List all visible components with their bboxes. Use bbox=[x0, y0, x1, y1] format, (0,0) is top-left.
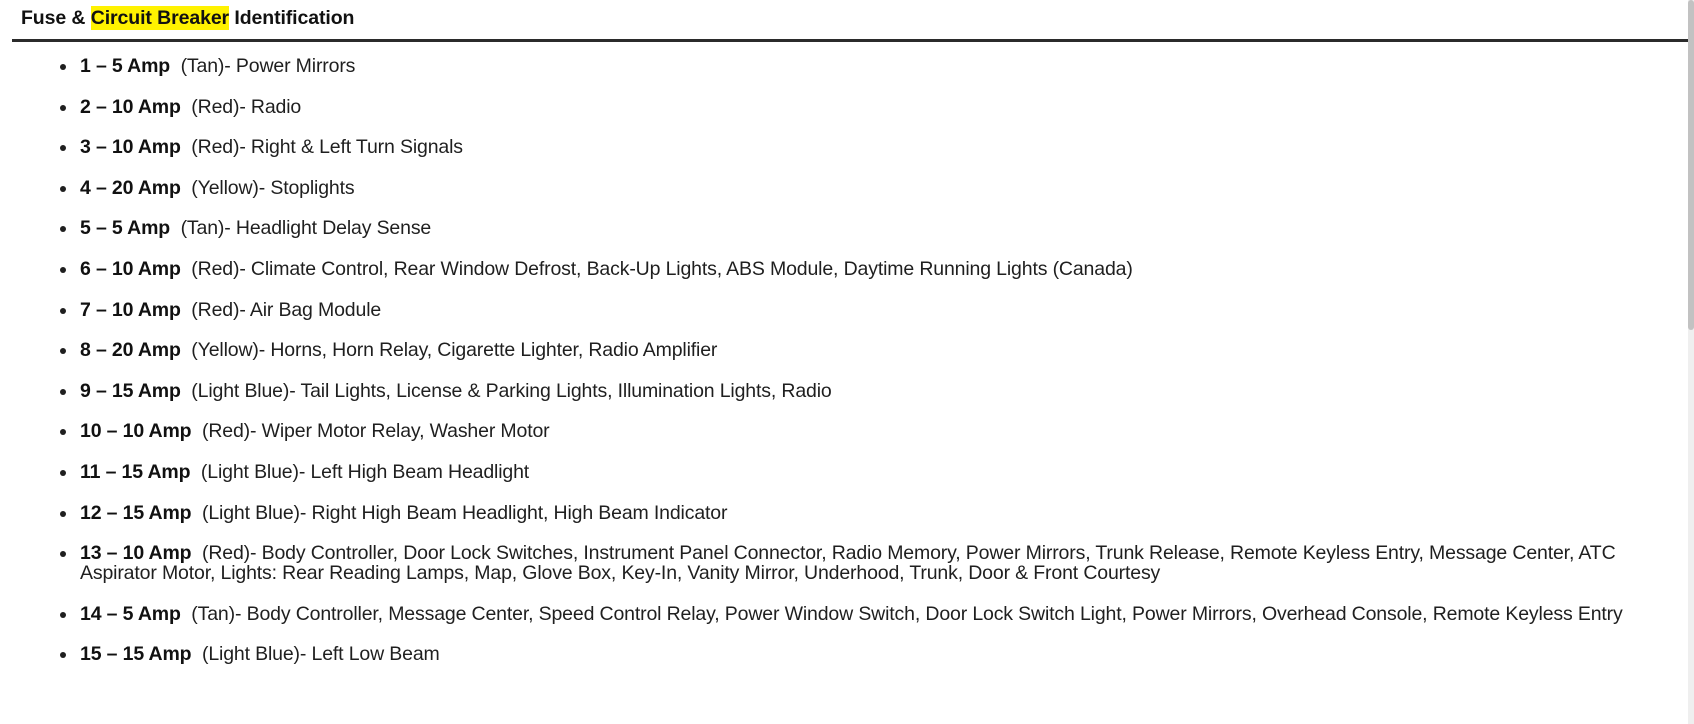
fuse-description: - Air Bag Module bbox=[239, 298, 382, 321]
list-item bbox=[60, 421, 1674, 441]
fuse-description: - Left High Beam Headlight bbox=[298, 460, 530, 483]
fuse-color: (Light Blue) bbox=[201, 643, 300, 666]
fuse-description: - Left Low Beam bbox=[299, 643, 440, 666]
page-title-prefix: Fuse & bbox=[21, 7, 91, 29]
fuse-description: - Wiper Motor Relay, Washer Motor bbox=[250, 420, 550, 443]
fuse-description: - Headlight Delay Sense bbox=[224, 217, 432, 240]
list-item bbox=[60, 503, 1674, 523]
fuse-color: (Yellow) bbox=[191, 176, 259, 199]
fuse-id: 4 – 20 Amp bbox=[80, 176, 181, 199]
fuse-color: (Light Blue) bbox=[191, 379, 290, 402]
list-item bbox=[60, 381, 1674, 401]
fuse-color: (Light Blue) bbox=[201, 501, 300, 524]
fuse-id: 8 – 20 Amp bbox=[80, 339, 181, 362]
fuse-id: 13 – 10 Amp bbox=[80, 542, 192, 565]
vertical-scrollbar[interactable] bbox=[1688, 0, 1694, 724]
fuse-color: (Red) bbox=[191, 136, 240, 159]
list-item bbox=[60, 300, 1674, 320]
fuse-id: 10 – 10 Amp bbox=[80, 420, 192, 443]
list-item bbox=[60, 218, 1674, 238]
fuse-id: 5 – 5 Amp bbox=[80, 217, 171, 240]
fuse-id: 1 – 5 Amp bbox=[80, 55, 171, 77]
fuse-description: - Tail Lights, License & Parking Lights, Illumination Lights, Radio bbox=[289, 379, 832, 402]
list-item bbox=[60, 604, 1674, 624]
fuse-color: (Red) bbox=[201, 420, 250, 443]
fuse-color: (Tan) bbox=[180, 55, 225, 77]
page-title bbox=[21, 7, 1688, 30]
fuse-description: - Power Mirrors bbox=[224, 55, 356, 77]
list-item bbox=[60, 644, 1674, 664]
fuse-color: (Tan) bbox=[180, 217, 225, 240]
page-title-highlight: Circuit Breaker bbox=[90, 7, 230, 29]
fuse-description: - Radio bbox=[239, 95, 302, 118]
fuse-color: (Light Blue) bbox=[200, 460, 299, 483]
fuse-id: 11 – 15 Amp bbox=[80, 460, 191, 483]
fuse-description: - Right High Beam Headlight, High Beam Indicator bbox=[299, 501, 728, 524]
fuse-list bbox=[0, 42, 1694, 664]
fuse-id: 14 – 5 Amp bbox=[80, 602, 181, 625]
fuse-id: 2 – 10 Amp bbox=[80, 95, 181, 118]
fuse-color: (Red) bbox=[191, 298, 240, 321]
fuse-color: (Tan) bbox=[191, 602, 235, 625]
fuse-description: - Climate Control, Rear Window Defrost, Back-Up Lights, ABS Module, Daytime Running Lights (Canada) bbox=[239, 257, 1133, 280]
fuse-color: (Red) bbox=[191, 95, 240, 118]
fuse-description: - Stoplights bbox=[258, 176, 355, 199]
page-title-suffix: Identification bbox=[229, 7, 355, 29]
list-item bbox=[60, 259, 1674, 279]
fuse-id: 6 – 10 Amp bbox=[80, 257, 181, 280]
fuse-color: (Yellow) bbox=[191, 339, 259, 362]
fuse-id: 12 – 15 Amp bbox=[80, 501, 192, 524]
list-item bbox=[60, 56, 1674, 76]
fuse-description: - Body Controller, Message Center, Speed Control Relay, Power Window Switch, Door Lock Switch Light, Power Mirrors, Overhead Console, Remote Keyless Entry bbox=[234, 602, 1623, 625]
fuse-description: - Body Controller, Door Lock Switches, Instrument Panel Connector, Radio Memory, Power Mirrors, Trunk Release, Remote Keyless Entry, Message Center, ATC Aspirator Motor, Lights: Rear Reading Lamps, Map, Glove Box, Key-In, Vanity Mirror, Underhood, Trunk, Door & Front Courtesy bbox=[80, 542, 1616, 585]
fuse-id: 7 – 10 Amp bbox=[80, 298, 181, 321]
fuse-color: (Red) bbox=[201, 542, 250, 565]
fuse-id: 9 – 15 Amp bbox=[80, 379, 181, 402]
list-item bbox=[60, 97, 1674, 117]
fuse-description: - Horns, Horn Relay, Cigarette Lighter, Radio Amplifier bbox=[258, 339, 718, 362]
fuse-id: 3 – 10 Amp bbox=[80, 136, 181, 159]
fuse-color: (Red) bbox=[191, 257, 240, 280]
list-item bbox=[60, 178, 1674, 198]
list-item bbox=[60, 137, 1674, 157]
list-item bbox=[60, 543, 1674, 583]
fuse-description: - Right & Left Turn Signals bbox=[239, 136, 463, 159]
list-item bbox=[60, 340, 1674, 360]
scrollbar-thumb[interactable] bbox=[1688, 0, 1694, 330]
page-title-bar bbox=[12, 0, 1688, 42]
list-item bbox=[60, 462, 1674, 482]
fuse-id: 15 – 15 Amp bbox=[80, 643, 192, 666]
